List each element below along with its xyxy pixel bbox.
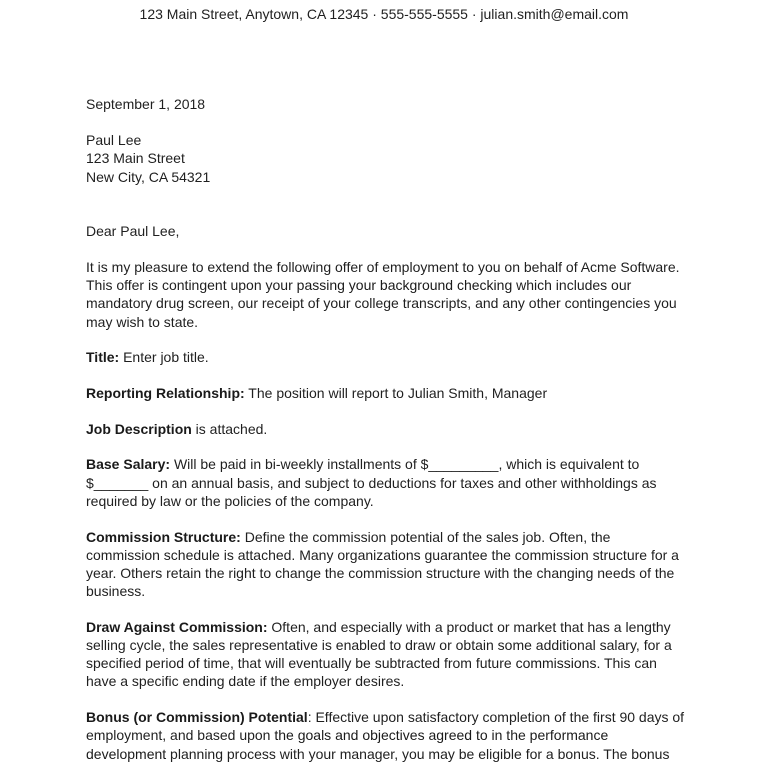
title-text: Enter job title.: [119, 349, 209, 366]
recipient-address: [86, 131, 686, 186]
reporting-text: The position will report to Julian Smith, Manager: [244, 385, 548, 402]
recipient-city: New City, CA 54321: [86, 168, 211, 185]
base-salary-text: Will be paid in bi-weekly installments of $_________, which is equivalent to $_______ on an annual basis, and subject to deductions for taxes and other withholdings as required by law or the policies of the company.: [86, 456, 657, 509]
job-description-paragraph: [86, 420, 686, 438]
letterhead-contact-line: 123 Main Street, Anytown, CA 12345 · 555-555-5555 · julian.smith@email.com: [139, 6, 629, 22]
draw-text-1: Often, and especially with a product or market that has a lengthy selling cycle, the sales representative is enabled to draw or obtain some additional salary, for a specified period of time, that will eventually be subtracted from future: [86, 618, 672, 672]
recipient-name: Paul Lee: [86, 132, 142, 149]
intro-text-2: which includes our mandatory drug screen, our receipt of your college transcripts, and any other contingencies you may wish to state.: [86, 277, 677, 330]
intro-paragraph: [86, 258, 686, 331]
bonus-text-3: planning process with your manager, you may be eligible for a bonus. The bonus: [166, 745, 670, 762]
goals-objectives-link[interactable]: the goals and objectives agreed to: [274, 727, 488, 744]
salutation: Dear Paul Lee,: [86, 222, 180, 239]
letter-date: September 1, 2018: [86, 96, 206, 112]
performance-development-link[interactable]: performance development: [86, 727, 609, 762]
title-label: Title:: [86, 349, 120, 366]
reporting-label: Reporting Relationship:: [86, 385, 245, 402]
commissions-link[interactable]: commissions: [515, 655, 597, 672]
title-paragraph: [86, 348, 686, 366]
commission-structure-label: Commission Structure:: [86, 528, 241, 545]
reporting-paragraph: [86, 384, 686, 402]
bonus-text-1: : Effective upon satisfactory completion of the first 90 days of employment, and based upon: [86, 709, 685, 744]
base-salary-paragraph: [86, 455, 686, 510]
draw-text-2: . This can have a specific ending date if the employer desires.: [86, 655, 657, 690]
letter-body: [86, 95, 686, 768]
job-description-label: Job Description: [86, 420, 192, 437]
commission-structure-text: Define the commission potential of the sales job. Often, the commission schedule is attached. Many organizations guarantee the commission structure for a year. Others retain the right to change the commission structure with the changing needs of the business.: [86, 528, 679, 600]
base-salary-label: Base Salary:: [86, 456, 171, 473]
bonus-text-2: in the: [487, 727, 530, 744]
bonus-paragraph: [86, 708, 686, 763]
job-description-text: is attached.: [191, 420, 268, 437]
bonus-label: Bonus (or Commission) Potential: [86, 709, 308, 726]
recipient-street: 123 Main Street: [86, 150, 185, 167]
draw-paragraph: [86, 618, 686, 691]
intro-text-1: It is my pleasure to extend the following offer of employment to you on behalf of Acme Software. This offer is contingent upon your: [86, 259, 680, 294]
draw-label: Draw Against Commission:: [86, 618, 268, 635]
commission-structure-paragraph: [86, 528, 686, 601]
background-check-link[interactable]: passing your background checking: [296, 277, 513, 294]
